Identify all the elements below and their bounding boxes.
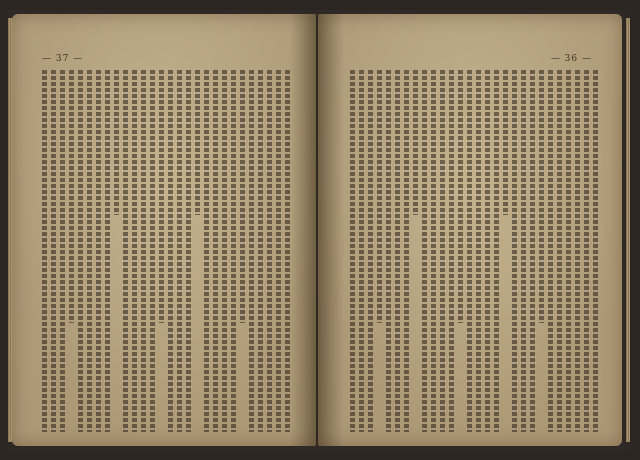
right-page [318,14,622,446]
text-column [368,70,373,432]
text-column [240,70,245,323]
text-column [276,70,281,432]
text-column [422,70,427,432]
text-column [114,70,119,215]
text-column [566,70,571,432]
text-column [548,70,553,432]
text-column [350,70,355,432]
text-column [69,70,74,323]
text-column [494,70,499,432]
text-column [42,70,47,432]
text-column [440,70,445,432]
text-column [78,70,83,432]
text-column [195,70,200,215]
text-column [539,70,544,323]
spine-shadow-left [290,14,316,446]
text-column [231,70,236,432]
text-column [222,70,227,432]
text-column [150,70,155,432]
text-column [51,70,56,432]
text-column [431,70,436,432]
text-column [512,70,517,432]
text-column [359,70,364,432]
spine-shadow-right [318,14,344,446]
page-number-right: — 36 — [550,54,592,64]
open-book [8,10,630,452]
text-column [377,70,382,323]
text-columns-right [346,70,598,432]
text-column [186,70,191,432]
text-column [557,70,562,432]
text-column [87,70,92,432]
text-column [476,70,481,432]
text-column [159,70,164,323]
text-column [584,70,589,432]
text-column [105,70,110,432]
text-column [404,70,409,432]
text-column [485,70,490,432]
text-column [503,70,508,215]
text-column [395,70,400,432]
text-column [593,70,598,432]
text-columns-left [38,70,290,432]
text-column [467,70,472,432]
text-column [213,70,218,432]
text-column [168,70,173,432]
text-column [249,70,254,432]
text-column [575,70,580,432]
text-column [96,70,101,432]
page-edges-right [626,18,630,442]
text-column [60,70,65,432]
text-column [132,70,137,432]
text-column [386,70,391,432]
text-column [530,70,535,432]
text-column [141,70,146,432]
left-page [12,14,316,446]
text-column [204,70,209,432]
text-column [285,70,290,432]
text-column [413,70,418,215]
text-column [123,70,128,432]
text-column [177,70,182,432]
text-column [458,70,463,323]
text-column [267,70,272,432]
text-column [521,70,526,432]
text-column [449,70,454,432]
text-column [258,70,263,432]
page-number-left: — 37 — [42,54,84,64]
